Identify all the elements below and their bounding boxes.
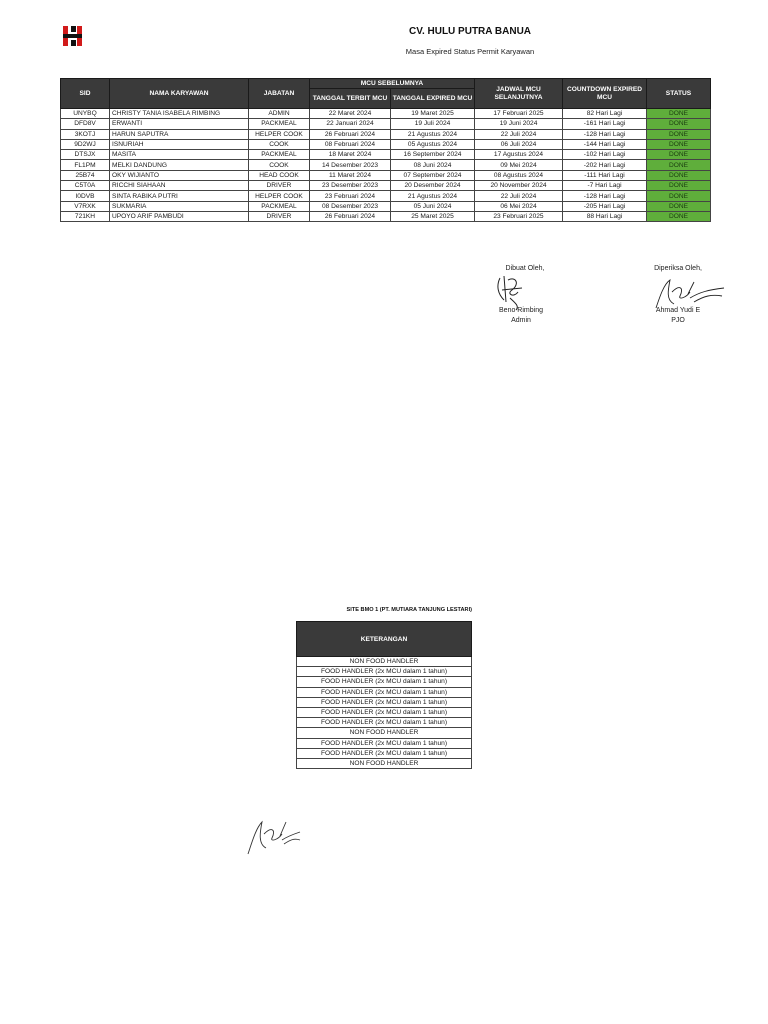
cell-sid: 25B74 <box>61 170 110 180</box>
cell-expired: 21 Agustus 2024 <box>391 129 475 139</box>
col-header-countdown: COUNTDOWN EXPIRED MCU <box>563 79 647 109</box>
cell-nama: UPOYO ARIF PAMBUDI <box>110 211 249 221</box>
cell-nama: CHRISTY TANIA ISABELA RIMBING <box>110 109 249 119</box>
keterangan-row <box>297 667 472 677</box>
table-row <box>61 139 711 149</box>
checker-role: PJO <box>671 317 685 324</box>
cell-expired: 19 Juli 2024 <box>391 119 475 129</box>
cell-countdown: 82 Hari Lagi <box>563 109 647 119</box>
cell-nama: RICCHI SIAHAAN <box>110 181 249 191</box>
cell-terbit: 26 Februari 2024 <box>310 211 391 221</box>
keterangan-row <box>297 697 472 707</box>
keterangan-row <box>297 718 472 728</box>
cell-jadwal: 19 Juni 2024 <box>475 119 563 129</box>
cell-countdown: -128 Hari Lagi <box>563 191 647 201</box>
table-row <box>61 170 711 180</box>
keterangan-row <box>297 657 472 667</box>
cell-expired: 19 Maret 2025 <box>391 109 475 119</box>
cell-jabatan: HEAD COOK <box>249 170 310 180</box>
col-header-jadwal: JADWAL MCU SELANJUTNYA <box>475 79 563 109</box>
keterangan-cell: FOOD HANDLER (2x MCU dalam 1 tahun) <box>297 687 472 697</box>
keterangan-cell: NON FOOD HANDLER <box>297 758 472 768</box>
cell-expired: 21 Agustus 2024 <box>391 191 475 201</box>
keterangan-table <box>296 621 472 769</box>
cell-expired: 05 Agustus 2024 <box>391 139 475 149</box>
cell-jabatan: COOK <box>249 160 310 170</box>
cell-terbit: 26 Februari 2024 <box>310 129 391 139</box>
cell-status: DONE <box>647 191 711 201</box>
cell-terbit: 08 Februari 2024 <box>310 139 391 149</box>
keterangan-header: KETERANGAN <box>297 622 472 657</box>
keterangan-cell: NON FOOD HANDLER <box>297 728 472 738</box>
cell-jadwal: 09 Mei 2024 <box>475 160 563 170</box>
cell-expired: 25 Maret 2025 <box>391 211 475 221</box>
cell-countdown: -161 Hari Lagi <box>563 119 647 129</box>
cell-nama: HARUN SAPUTRA <box>110 129 249 139</box>
cell-sid: C5T0A <box>61 181 110 191</box>
keterangan-row <box>297 677 472 687</box>
cell-jadwal: 20 November 2024 <box>475 181 563 191</box>
cell-countdown: 88 Hari Lagi <box>563 211 647 221</box>
cell-status: DONE <box>647 109 711 119</box>
cell-nama: OKY WIJIANTO <box>110 170 249 180</box>
signature-bottom <box>244 814 302 858</box>
document-subtitle: Masa Expired Status Permit Karyawan <box>405 47 535 56</box>
col-header-nama: NAMA KARYAWAN <box>110 79 249 109</box>
mcu-status-table <box>60 78 711 222</box>
prepared-by-label: Dibuat Oleh, <box>505 265 545 272</box>
cell-terbit: 23 Desember 2023 <box>310 181 391 191</box>
cell-nama: ERWANTI <box>110 119 249 129</box>
cell-sid: 3KOTJ <box>61 129 110 139</box>
cell-terbit: 08 Desember 2023 <box>310 201 391 211</box>
keterangan-row <box>297 738 472 748</box>
table-row <box>61 181 711 191</box>
cell-terbit: 11 Maret 2024 <box>310 170 391 180</box>
table-row <box>61 191 711 201</box>
table-row <box>61 119 711 129</box>
cell-status: DONE <box>647 129 711 139</box>
cell-jadwal: 17 Februari 2025 <box>475 109 563 119</box>
cell-status: DONE <box>647 211 711 221</box>
cell-countdown: -7 Hari Lagi <box>563 181 647 191</box>
col-header-jabatan: JABATAN <box>249 79 310 109</box>
cell-status: DONE <box>647 170 711 180</box>
cell-status: DONE <box>647 201 711 211</box>
cell-jabatan: DRIVER <box>249 181 310 191</box>
col-header-status: STATUS <box>647 79 711 109</box>
keterangan-cell: FOOD HANDLER (2x MCU dalam 1 tahun) <box>297 748 472 758</box>
cell-terbit: 18 Maret 2024 <box>310 150 391 160</box>
cell-jabatan: PACKMEAL <box>249 150 310 160</box>
cell-jabatan: HELPER COOK <box>249 129 310 139</box>
cell-expired: 08 Juni 2024 <box>391 160 475 170</box>
keterangan-row <box>297 748 472 758</box>
cell-terbit: 22 Januari 2024 <box>310 119 391 129</box>
keterangan-row <box>297 758 472 768</box>
keterangan-cell: FOOD HANDLER (2x MCU dalam 1 tahun) <box>297 697 472 707</box>
table-row <box>61 201 711 211</box>
keterangan-cell: NON FOOD HANDLER <box>297 657 472 667</box>
cell-status: DONE <box>647 160 711 170</box>
cell-jadwal: 22 Juli 2024 <box>475 191 563 201</box>
cell-jabatan: COOK <box>249 139 310 149</box>
cell-nama: SINTA RABIKA PUTRI <box>110 191 249 201</box>
cell-jadwal: 23 Februari 2025 <box>475 211 563 221</box>
cell-countdown: -144 Hari Lagi <box>563 139 647 149</box>
cell-sid: 721KH <box>61 211 110 221</box>
checker-name: Ahmad Yudi E <box>655 307 701 314</box>
keterangan-cell: FOOD HANDLER (2x MCU dalam 1 tahun) <box>297 738 472 748</box>
cell-countdown: -111 Hari Lagi <box>563 170 647 180</box>
cell-nama: SUKMARIA <box>110 201 249 211</box>
cell-countdown: -128 Hari Lagi <box>563 129 647 139</box>
cell-countdown: -202 Hari Lagi <box>563 160 647 170</box>
cell-jadwal: 22 Juli 2024 <box>475 129 563 139</box>
col-header-terbit: TANGGAL TERBIT MCU <box>310 89 391 109</box>
cell-nama: MELKI DANDUNG <box>110 160 249 170</box>
cell-sid: I0DVB <box>61 191 110 201</box>
cell-countdown: -205 Hari Lagi <box>563 201 647 211</box>
cell-jadwal: 17 Agustus 2024 <box>475 150 563 160</box>
mcu-table-body <box>61 109 711 222</box>
cell-terbit: 23 Februari 2024 <box>310 191 391 201</box>
cell-sid: V7RXK <box>61 201 110 211</box>
cell-jabatan: PACKMEAL <box>249 119 310 129</box>
cell-expired: 05 Juni 2024 <box>391 201 475 211</box>
col-header-expired: TANGGAL EXPIRED MCU <box>391 89 475 109</box>
keterangan-cell: FOOD HANDLER (2x MCU dalam 1 tahun) <box>297 718 472 728</box>
cell-jadwal: 06 Juli 2024 <box>475 139 563 149</box>
cell-status: DONE <box>647 150 711 160</box>
cell-terbit: 22 Maret 2024 <box>310 109 391 119</box>
cell-jabatan: HELPER COOK <box>249 191 310 201</box>
table-row <box>61 211 711 221</box>
keterangan-row <box>297 728 472 738</box>
cell-status: DONE <box>647 181 711 191</box>
cell-nama: ISNURIAH <box>110 139 249 149</box>
cell-jabatan: DRIVER <box>249 211 310 221</box>
cell-sid: DTSJX <box>61 150 110 160</box>
checked-by-label: Diperiksa Oleh, <box>654 265 702 272</box>
cell-jadwal: 06 Mei 2024 <box>475 201 563 211</box>
keterangan-table-body <box>297 657 472 769</box>
cell-sid: FL1PM <box>61 160 110 170</box>
keterangan-cell: FOOD HANDLER (2x MCU dalam 1 tahun) <box>297 707 472 717</box>
cell-expired: 07 September 2024 <box>391 170 475 180</box>
table-row <box>61 129 711 139</box>
keterangan-row <box>297 707 472 717</box>
keterangan-row <box>297 687 472 697</box>
table-row <box>61 160 711 170</box>
col-header-mcu-group: MCU SEBELUMNYA <box>310 79 475 89</box>
cell-nama: MASITA <box>110 150 249 160</box>
cell-jabatan: ADMIN <box>249 109 310 119</box>
cell-expired: 16 September 2024 <box>391 150 475 160</box>
cell-countdown: -102 Hari Lagi <box>563 150 647 160</box>
preparer-role: Admin <box>511 317 531 324</box>
cell-sid: DFD8V <box>61 119 110 129</box>
keterangan-cell: FOOD HANDLER (2x MCU dalam 1 tahun) <box>297 677 472 687</box>
company-title: CV. HULU PUTRA BANUA <box>408 26 532 37</box>
table-row <box>61 150 711 160</box>
preparer-name: Beno Rimbing <box>499 307 543 314</box>
cell-jabatan: PACKMEAL <box>249 201 310 211</box>
cell-sid: UNYBQ <box>61 109 110 119</box>
keterangan-cell: FOOD HANDLER (2x MCU dalam 1 tahun) <box>297 667 472 677</box>
table-row <box>61 109 711 119</box>
col-header-sid: SID <box>61 79 110 109</box>
cell-sid: 9D2WJ <box>61 139 110 149</box>
cell-jadwal: 08 Agustus 2024 <box>475 170 563 180</box>
cell-terbit: 14 Desember 2023 <box>310 160 391 170</box>
cell-expired: 20 Desember 2024 <box>391 181 475 191</box>
cell-status: DONE <box>647 119 711 129</box>
cell-status: DONE <box>647 139 711 149</box>
site-title: SITE BMO 1 (PT. MUTIARA TANJUNG LESTARI) <box>346 607 472 613</box>
